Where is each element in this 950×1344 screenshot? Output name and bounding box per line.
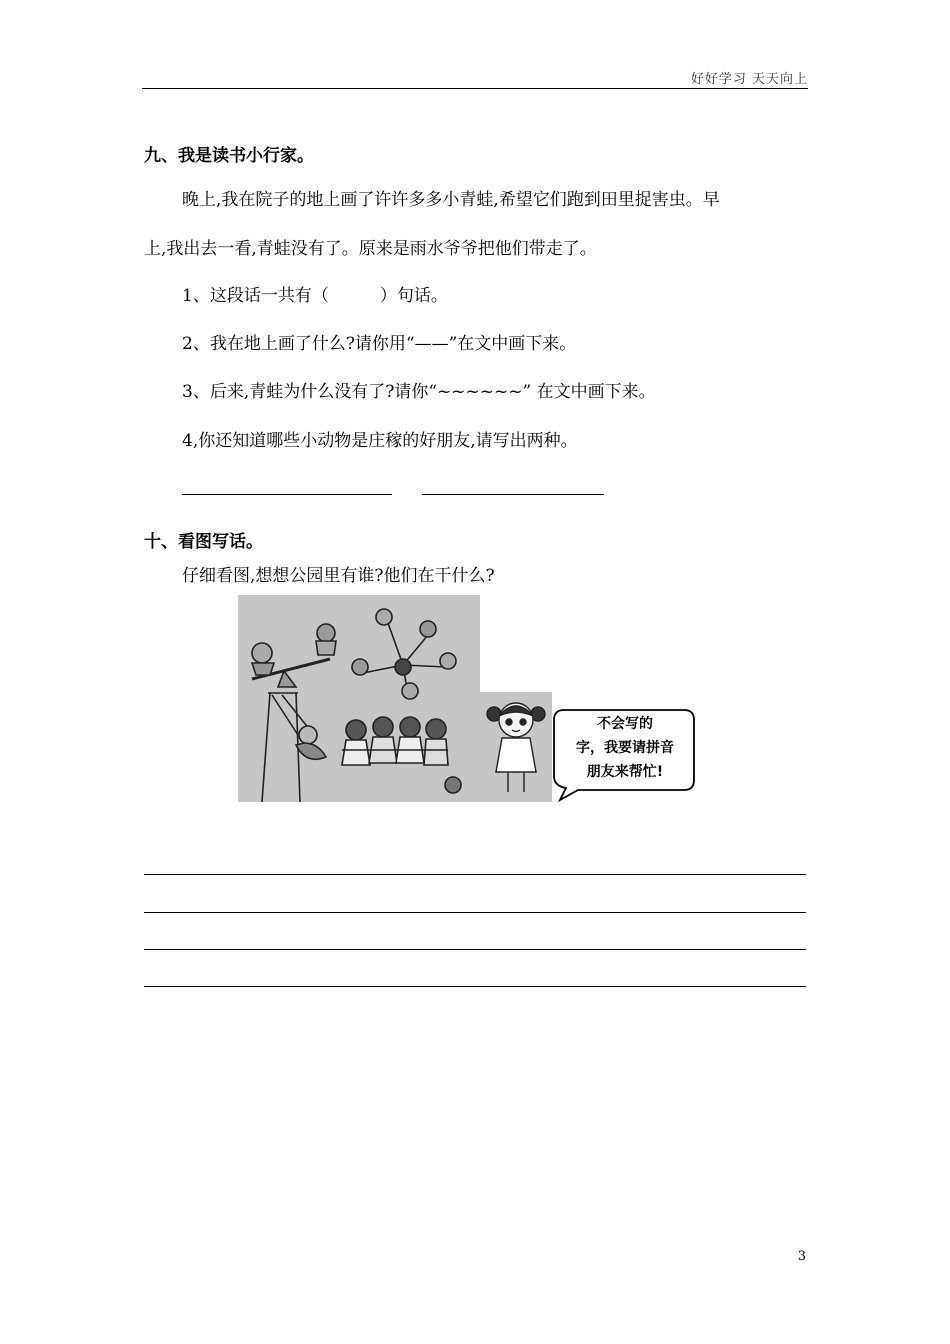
writing-line-1[interactable] [144,874,806,875]
page-number: 3 [797,1249,806,1264]
carousel-kid-4-head [352,659,368,675]
swing-kid-body [296,743,326,759]
answer-line-2[interactable] [422,494,604,495]
bubble-line-1: 不会写的 [597,716,653,732]
kids-row [342,717,448,765]
question-4: 4,你还知道哪些小动物是庄稼的好朋友,请写出两种。 [182,431,578,451]
girl-left-eye [506,719,512,725]
park-scene-drawing [238,595,480,802]
carousel-kid-1-head [376,609,392,625]
girl-right-eye [520,719,526,725]
question-2: 2、我在地上画了什么?请你用“——”在文中画下来。 [182,334,577,354]
park-illustration [238,595,480,802]
ball [445,777,461,793]
swing-kid-head [299,726,317,744]
question-1: 1、这段话一共有（ ）句话。 [182,286,448,306]
carousel-hub [395,659,411,675]
picture-prompt: 仔细看图,想想公园里有谁?他们在干什么? [182,566,495,586]
writing-line-4[interactable] [144,986,806,987]
carousel-kid-2-head [420,621,436,637]
girl-drawing [480,692,552,802]
bubble-line-3: 朋友来帮忙! [586,764,664,780]
girl-illustration [480,692,552,802]
swing-post-left [262,693,270,802]
carousel-kid-3-head [440,653,456,669]
seesaw-kid-right-body [316,641,336,655]
header-motto: 好好学习 天天向上 [690,72,808,87]
girl-dress [496,738,536,772]
seesaw-kid-left-body [252,663,274,675]
seesaw-base [278,671,296,687]
seesaw-kid-left-head [252,643,272,663]
passage-line-2: 上,我出去一看,青蛙没有了。原来是雨水爷爷把他们带走了。 [144,239,597,259]
bubble-line-2: 字，我要请拼音 [576,740,674,756]
speech-bubble-text [560,712,690,784]
question-3: 3、后来,青蛙为什么没有了?请你“~~~~~~” 在文中画下来。 [182,382,656,402]
writing-line-3[interactable] [144,949,806,950]
section10-title: 十、看图写话。 [144,532,263,552]
carousel-kid-5-head [402,683,418,699]
answer-line-1[interactable] [182,494,392,495]
header-rule [142,88,808,89]
seesaw-kid-right-head [317,624,335,642]
swing-chain-1 [272,695,298,735]
section9-title: 九、我是读书小行家。 [144,146,314,166]
passage-line-1: 晚上,我在院子的地上画了许许多多小青蛙,希望它们跑到田里捉害虫。早 [182,190,720,210]
writing-line-2[interactable] [144,912,806,913]
